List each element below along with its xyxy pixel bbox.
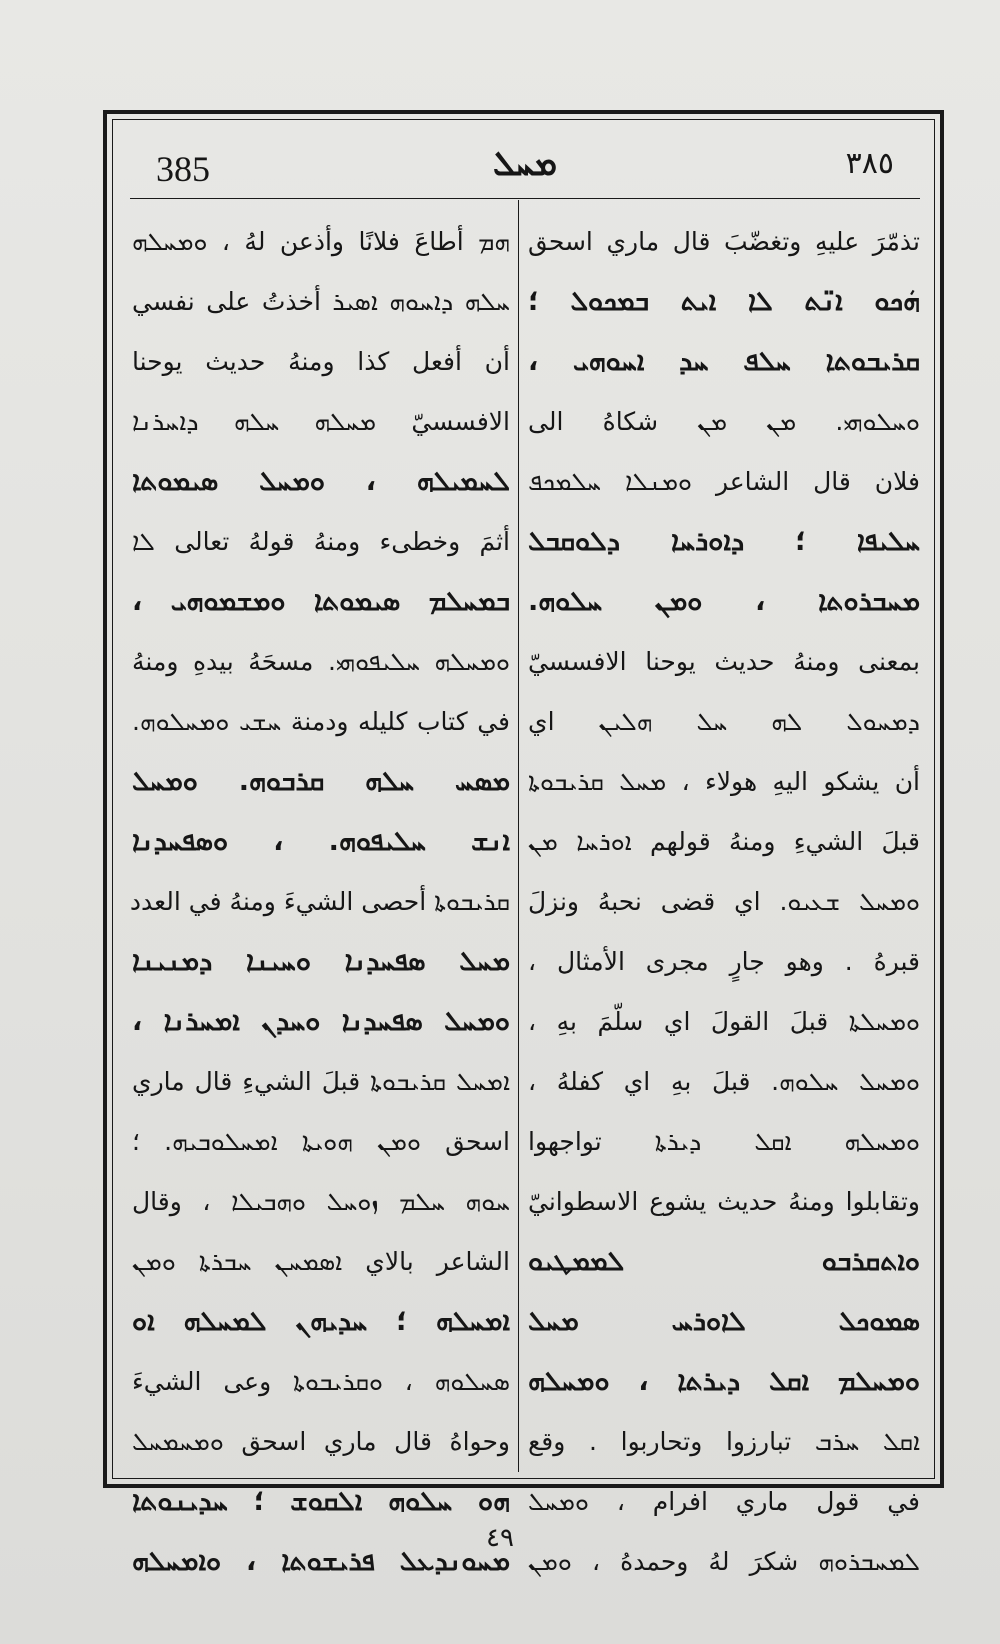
text-line: تذمّرَ عليهِ وتغضّبَ قال ماري اسحق bbox=[528, 227, 920, 256]
text-line: ܗܡ أطاعَ فلانًا وأذعن لهُ ، ܘܡܚܠܗ bbox=[132, 227, 510, 256]
right-column bbox=[528, 212, 920, 1576]
column-divider bbox=[518, 200, 519, 1472]
text-line: ܐܩܠ ܚܪܒ تبارزوا وتحاربوا . وقع bbox=[528, 1427, 920, 1456]
text-line: أثمَ وخطىء ومنهُ قولهُ تعالى ܠܐ bbox=[132, 527, 510, 556]
text-line: في كتاب كليله ودمنة ܚܫܝ ܘܡܚܠܘܗ. bbox=[132, 707, 510, 736]
text-line: فلان قال الشاعر ܘܡܢܠܐ ܚܠܡܟܦ bbox=[528, 467, 920, 496]
text-line: ܩܪܝܒܘܬܐ أحصى الشيءَ ومنهُ في العدد bbox=[129, 887, 510, 916]
text-line: قبلَ الشيءِ ومنهُ قولهم ܐܘܪܚܐ ܡܢ bbox=[528, 827, 920, 856]
text-line: ܡܚܒܪܘܬܐ ، ܘܡܢ ܚܠܘܗ. bbox=[528, 586, 920, 617]
text-line: ܒܡܚܠܡ ܣܝܡܘܬܐ ܘܡܫܡܘܗܝ ، bbox=[132, 586, 510, 617]
text-line: ܘܡܚܠ ܚܠܘܗ. قبلَ بهِ اي كفلهُ ، bbox=[528, 1067, 920, 1096]
text-line: الافسسيّ ܡܚܠܗ ܚܠܗ ܕܐܚܪܢܐ bbox=[132, 407, 510, 436]
page-header bbox=[130, 140, 920, 199]
text-line: ܘܚܠܘܗܝ. ܡܢ ܡܢ شكاهُ الى bbox=[528, 407, 920, 436]
text-line: أن أفعل كذا ومنهُ حديث يوحنا bbox=[132, 347, 510, 376]
text-line: ܣܡܘܟܠ ܠܐܘܪܚ ܡܚܠ bbox=[528, 1306, 920, 1337]
text-line: ܘܡܚܠܬܐ قبلَ القولَ اي سلّمَ بهِ ، bbox=[528, 1007, 920, 1036]
text-line: ܚܠܗ ܕܐܚܘܗ ܐܣܝܪ أخذتُ على نفسي bbox=[132, 287, 510, 316]
text-line: ܡܣܚ ܚܠܗ ܩܪܒܘܗ. ܘܡܚܠ bbox=[132, 766, 510, 797]
text-line: ܣܚܠܘܗ ، ܘܩܪܝܒܘܬܐ وعى الشيءَ bbox=[132, 1367, 510, 1396]
page-number-latin: 385 bbox=[156, 149, 210, 189]
text-line: ܠܚܡܝܠܗ ، ܘܡܚܠ ܣܝܡܘܬܐ bbox=[132, 466, 510, 497]
text-line: ܘܡܚܠܗ ܐܩܠ ܕܝܪܬܐ تواجهوا bbox=[528, 1127, 920, 1156]
text-line: في قول ماري افرام ، ܘܡܚܠ bbox=[528, 1487, 920, 1516]
text-line: بمعنى ومنهُ حديث يوحنا الافسسيّ bbox=[528, 647, 920, 676]
text-line: ܘܡܚܠܗ ܚܠܝܦܘܗܝ. مسحَهُ بيدهِ ومنهُ bbox=[132, 647, 510, 676]
text-line: ܕܡܚܘܠ ܠܗ ܚܠ ܗܠܝܢ اي bbox=[528, 707, 920, 736]
text-line: وحواهُ قال ماري اسحق ܘܡܚܡܚܠ bbox=[132, 1427, 510, 1456]
text-line: ܘܐܬܩܪܒܘ ܠܡܡܛܝܘ bbox=[528, 1246, 920, 1277]
text-line: ܡܚܠ ܣܦܚܕܢܐ ܘܚܝܢܐ ܕܡܢܝܢܐ bbox=[132, 946, 510, 977]
signature-folio: ٤٩ bbox=[486, 1523, 514, 1553]
running-head: ܡܚܠ bbox=[493, 144, 557, 184]
page-number-arabic: ٣٨٥ bbox=[845, 146, 894, 181]
text-line: ܐܢܫ ܚܠܝܦܘܗ. ، ܘܣܦܚܕܢܐ bbox=[132, 826, 510, 857]
text-line: ܗܿܟܘ ܐܢ̈ܬ ܠܐ ܐܝܬ ܒܡܟܘܠ ؛ bbox=[528, 286, 920, 317]
text-line: الشاعر بالاي ܐܣܡܚܢ ܚܒܪܬܐ ܘܡܢ bbox=[132, 1247, 510, 1276]
text-line: ܚܘܗ ܚܠܡ ܙܘܚܠ ܘܗܒܝܠܐ ، وقال bbox=[132, 1187, 510, 1216]
text-line: وتقابلوا ومنهُ حديث يشوع الاسطوانيّ bbox=[528, 1187, 920, 1216]
text-line: ܡܚܘܢܕܥܠ ܦܪܝܫܘܬܐ ، ܘܐܡܚܠܗ bbox=[132, 1546, 510, 1577]
text-line: اسحق ܘܡܢ ܗܘܝܬܐ ܐܡܚܠܘܒܝܗ. ؛ bbox=[132, 1127, 510, 1156]
text-line: ܚܠܝܦܐ ؛ ܕܐܘܪܚܐ ܕܠܘܩܒܠ bbox=[528, 526, 920, 557]
text-line: ܘܡܚܠ ܫܥܝܘ. اي قضى نحبهُ ونزلَ bbox=[528, 887, 920, 916]
text-line: أن يشكو اليهِ هولاء ، ܡܚܠ ܩܪܝܒܘܬܐ bbox=[528, 767, 920, 796]
text-line: قبرهُ . وهو جارٍ مجرى الأمثال ، bbox=[528, 947, 920, 976]
text-line: ܠܡܚܒܪܘܗ شكرَ لهُ وحمدهُ ، ܘܡܢ bbox=[528, 1547, 920, 1576]
text-line: ܐܡܚܠ ܩܪܝܒܘܬܐ قبلَ الشيءِ قال ماري bbox=[132, 1067, 510, 1096]
text-line: ܘܡܚܠܡ ܐܩܠ ܕܝܪܬܐ ، ܘܡܚܠܗ bbox=[528, 1366, 920, 1397]
text-line: ܩܪܝܒܘܬܐ ܚܠܦ ܚܕ ܐܚܘܗܝ ، bbox=[528, 346, 920, 377]
text-line: ܘܡܚܠ ܣܦܚܕܢܐ ܘܚܕܢ ܐܡܚܪܢܐ ، bbox=[132, 1006, 510, 1037]
text-line: ܗܘ ܚܠܘܗ ܐܠܩܘܫ ؛ ܚܕܝܢܘܬܐ bbox=[132, 1486, 510, 1517]
text-line: ܐܡܚܠܗ ؛ ܚܕܝܗܢ ܠܡܚܠܗ ܐܘ bbox=[132, 1306, 510, 1337]
